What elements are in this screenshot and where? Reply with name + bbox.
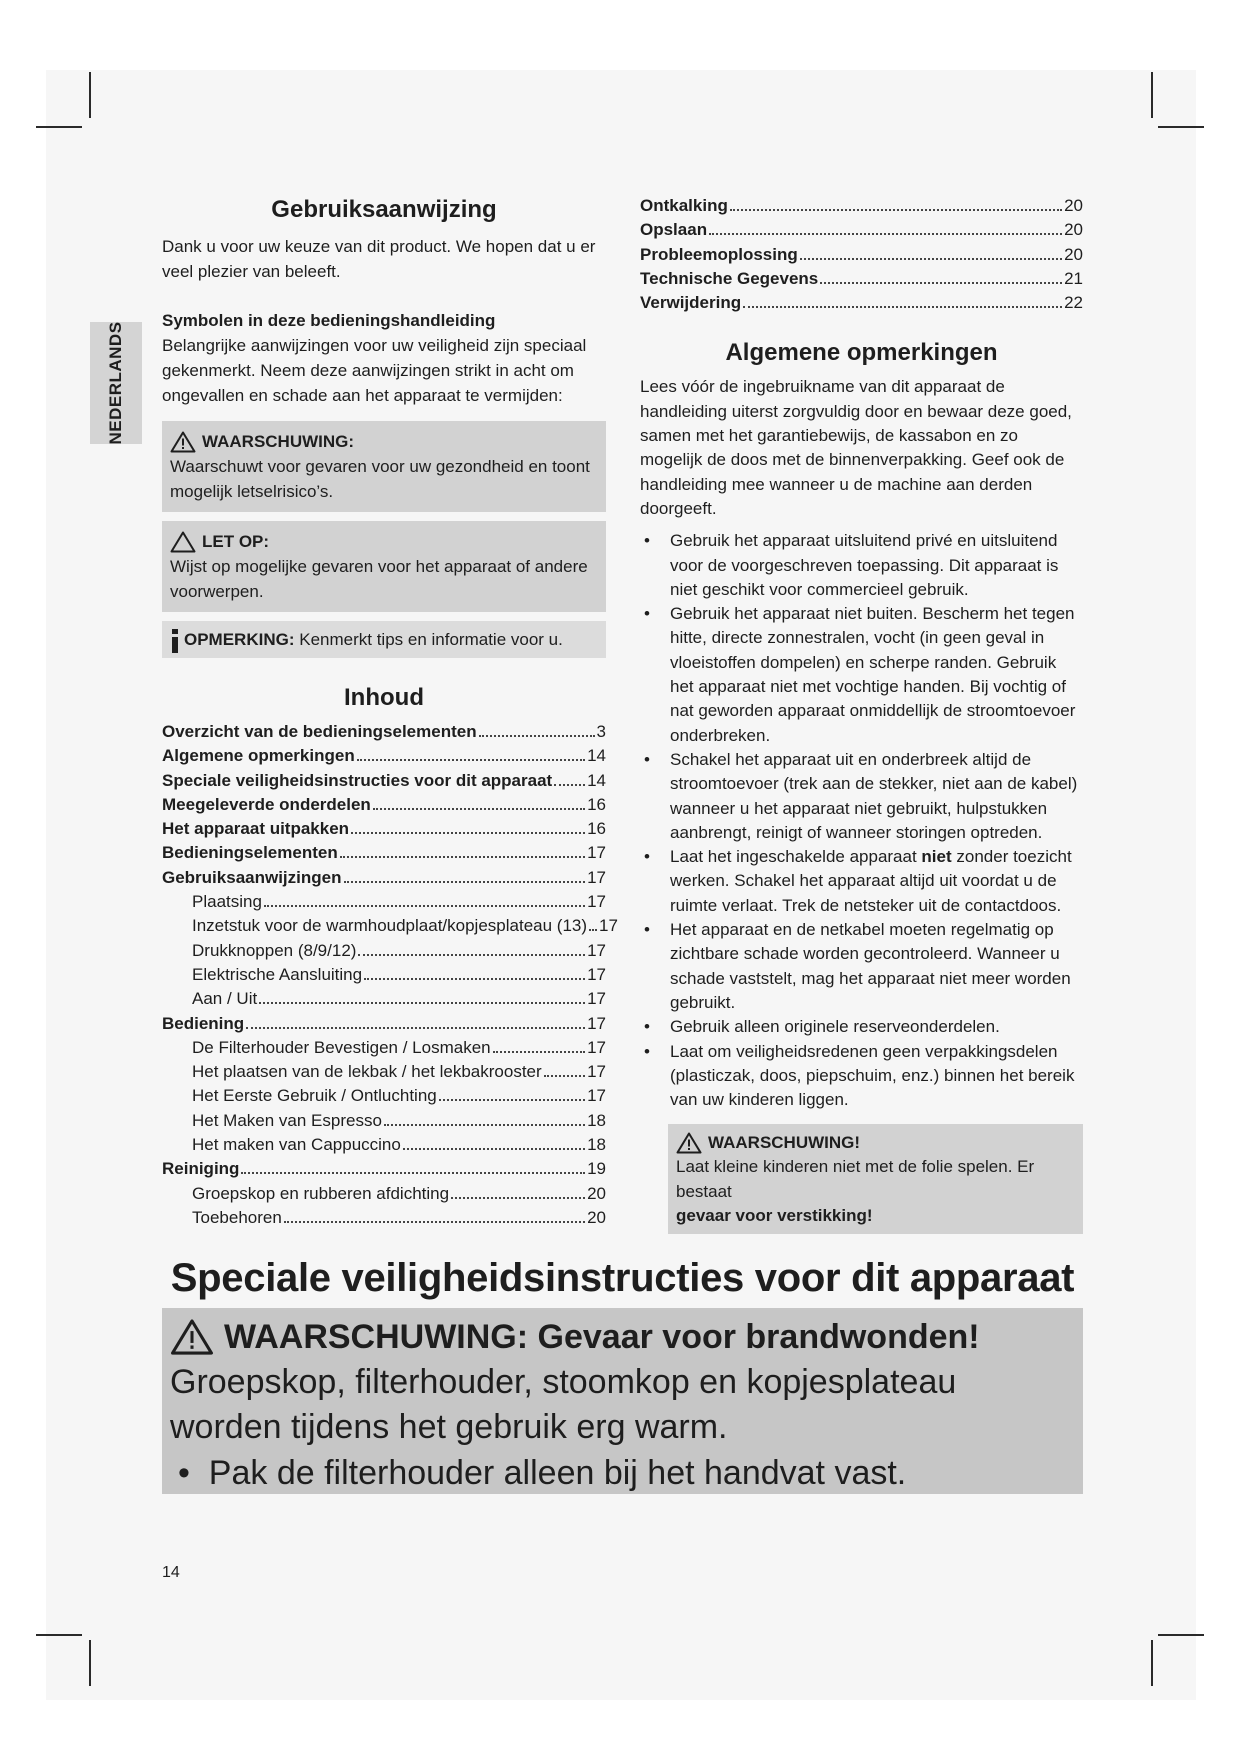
table-of-contents-continued	[640, 194, 1083, 315]
list-item: • Schakel het apparaat uit en onderbreek altijd de stroomtoevoer (trek aan de stekker, niet aan de kabel) wanneer u het apparaat niet gebruikt, hulpstukken aanbrengt, reinigt of wanneer storingen optreden.	[644, 749, 1078, 842]
note-box-title: OPMERKING:	[184, 630, 295, 649]
toc-item[interactable]: Bedieningselementen 17	[162, 843, 606, 863]
caution-box	[162, 521, 606, 612]
toc-title: Inhoud	[344, 684, 424, 711]
toc-item[interactable]: Overzicht van de bedieningselementen 3	[162, 722, 606, 741]
toc-item[interactable]: Technische Gegevens 21	[640, 268, 1083, 288]
burn-warning-box	[162, 1308, 1083, 1494]
page-number: 14	[162, 1564, 180, 1581]
warning-triangle-icon	[170, 431, 196, 453]
list-item: • Gebruik alleen originele reserveonderdelen.	[644, 1017, 1000, 1037]
symbols-heading: Symbolen in deze bedieningshandleiding	[162, 311, 496, 330]
warning-box-text: Waarschuwt voor gevaren voor uw gezondheid en toont mogelijk letselrisico’s.	[170, 457, 590, 501]
toc-subitem[interactable]: Plaatsing 17	[192, 892, 606, 912]
crop-mark	[89, 1640, 91, 1686]
crop-mark	[89, 72, 91, 118]
suffocation-warning-text: Laat kleine kinderen niet met de folie spelen. Er bestaat	[676, 1157, 1035, 1201]
toc-item[interactable]: Speciale veiligheidsinstructies voor dit apparaat 14	[162, 770, 606, 790]
caution-triangle-icon	[170, 531, 196, 553]
burn-warning-bullet: • Pak de filterhouder alleen bij het handvat vast.	[178, 1454, 907, 1492]
toc-subitem[interactable]: Drukknoppen (8/9/12) 17	[192, 940, 606, 960]
burn-warning-header	[170, 1314, 1075, 1360]
left-column	[162, 196, 618, 1230]
table-of-contents	[162, 720, 618, 1230]
right-column	[640, 196, 1083, 1234]
intro-text: Dank u voor uw keuze van dit product. We hopen dat u er veel plezier van beleeft.	[162, 237, 596, 281]
note-box	[162, 621, 606, 658]
language-tab-label: NEDERLANDS	[106, 321, 125, 445]
toc-item[interactable]: Verwijdering 22	[640, 293, 1083, 313]
caution-box-header	[170, 529, 598, 554]
section-title-general: Algemene opmerkingen	[725, 339, 998, 367]
toc-subitem[interactable]: Het Maken van Espresso 18	[192, 1110, 606, 1130]
toc-subitem[interactable]: Inzetstuk voor de warmhoudplaat/kopjesplateau (13) 17	[192, 916, 618, 936]
toc-subitem[interactable]: De Filterhouder Bevestigen / Losmaken 17	[192, 1037, 606, 1057]
suffocation-warning-title: WAARSCHUWING!	[708, 1133, 861, 1153]
special-safety-title: Speciale veiligheidsinstructies voor dit apparaat	[170, 1256, 1075, 1300]
list-item: • Laat om veiligheidsredenen geen verpakkingsdelen (plasticzak, doos, piepschuim, enz.) binnen het bereik van uw kinderen liggen.	[644, 1041, 1075, 1110]
list-item: • Gebruik het apparaat niet buiten. Bescherm het tegen hitte, directe zonnestralen, vocht (in geen geval in vloeistoffen dompelen) en scherpe randen. Gebruik het apparaat niet met vochtige handen. Bij vochtig of nat geworden apparaat onmiddellijk de stroomtoevoer onderbreken.	[644, 604, 1076, 745]
warning-box-header	[170, 429, 598, 454]
crop-mark	[1158, 126, 1204, 128]
toc-item[interactable]: Gebruiksaanwijzingen 17	[162, 867, 606, 887]
warning-triangle-icon	[676, 1132, 702, 1154]
toc-item[interactable]: Meegeleverde onderdelen 16	[162, 794, 606, 814]
toc-subitem[interactable]: Aan / Uit 17	[192, 989, 606, 1009]
section-title-usage: Gebruiksaanwijzing	[271, 196, 497, 223]
warning-triangle-icon	[170, 1318, 214, 1356]
burn-warning-title: WAARSCHUWING: Gevaar voor brandwonden!	[224, 1318, 980, 1356]
general-bullets	[640, 529, 1083, 1112]
suffocation-warning-box	[668, 1124, 1083, 1234]
note-box-text: Kenmerkt tips en informatie voor u.	[299, 630, 563, 649]
toc-subitem[interactable]: Het maken van Cappuccino 18	[192, 1135, 606, 1155]
toc-item[interactable]: Reiniging 19	[162, 1159, 606, 1179]
warning-box-title: WAARSCHUWING:	[202, 432, 355, 451]
crop-mark	[1158, 1634, 1204, 1636]
toc-subitem[interactable]: Groepskop en rubberen afdichting 20	[192, 1183, 606, 1203]
info-icon	[170, 629, 180, 653]
toc-item[interactable]: Opslaan 20	[640, 220, 1083, 240]
crop-mark	[1151, 72, 1153, 118]
list-item: • Het apparaat en de netkabel moeten regelmatig op zichtbare schade worden gecontroleerd. Wanneer u schade vaststelt, mag het apparaat niet meer worden gebruikt.	[644, 920, 1071, 1012]
toc-item[interactable]: Probleemoplossing 20	[640, 244, 1083, 264]
suffocation-warning-header	[676, 1130, 1075, 1155]
list-item: • Laat het ingeschakelde apparaat niet zonder toezicht werken. Schakel het apparaat altijd uit voordat u de ruimte verlaat. Trek de netsteker uit de contactdoos.	[644, 847, 1072, 915]
caution-box-title: LET OP:	[202, 532, 270, 551]
toc-subitem[interactable]: Het Eerste Gebruik / Ontluchting 17	[192, 1086, 606, 1106]
toc-item[interactable]: Het apparaat uitpakken 16	[162, 819, 606, 839]
symbols-text: Belangrijke aanwijzingen voor uw veiligheid zijn speciaal gekenmerkt. Neem deze aanwijzingen strikt in acht om ongevallen en schade aan het apparaat te vermijden:	[162, 336, 587, 405]
toc-subitem[interactable]: Elektrische Aansluiting 17	[192, 964, 606, 984]
toc-subitem[interactable]: Toebehoren 20	[192, 1207, 606, 1227]
toc-item[interactable]: Algemene opmerkingen 14	[162, 746, 606, 766]
warning-box	[162, 421, 606, 512]
language-tab	[90, 322, 142, 444]
caution-box-text: Wijst op mogelijke gevaren voor het apparaat of andere voorwerpen.	[170, 557, 588, 601]
suffocation-warning-bold: gevaar voor verstikking!	[676, 1205, 873, 1225]
toc-subitem[interactable]: Het plaatsen van de lekbak / het lekbakrooster 17	[192, 1062, 606, 1082]
general-intro: Lees vóór de ingebruikname van dit apparaat de handleiding uiterst zorgvuldig door en bewaar deze goed, samen met het garantiebewijs, de kassabon en zo mogelijk de doos met de binnenverpakking. Geef ook de handleiding mee wanneer u de machine aan derden doorgeeft.	[640, 377, 1072, 518]
burn-warning-text: Groepskop, filterhouder, stoomkop en kopjesplateau worden tijdens het gebruik erg warm.	[170, 1363, 957, 1446]
crop-mark	[36, 126, 82, 128]
crop-mark	[1151, 1640, 1153, 1686]
crop-mark	[36, 1634, 82, 1636]
toc-item[interactable]: Bediening 17	[162, 1013, 606, 1033]
toc-item[interactable]: Ontkalking 20	[640, 196, 1083, 215]
list-item: • Gebruik het apparaat uitsluitend privé en uitsluitend voor de voorgeschreven toepassing. Dit apparaat is niet geschikt voor commercieel gebruik.	[644, 531, 1059, 599]
